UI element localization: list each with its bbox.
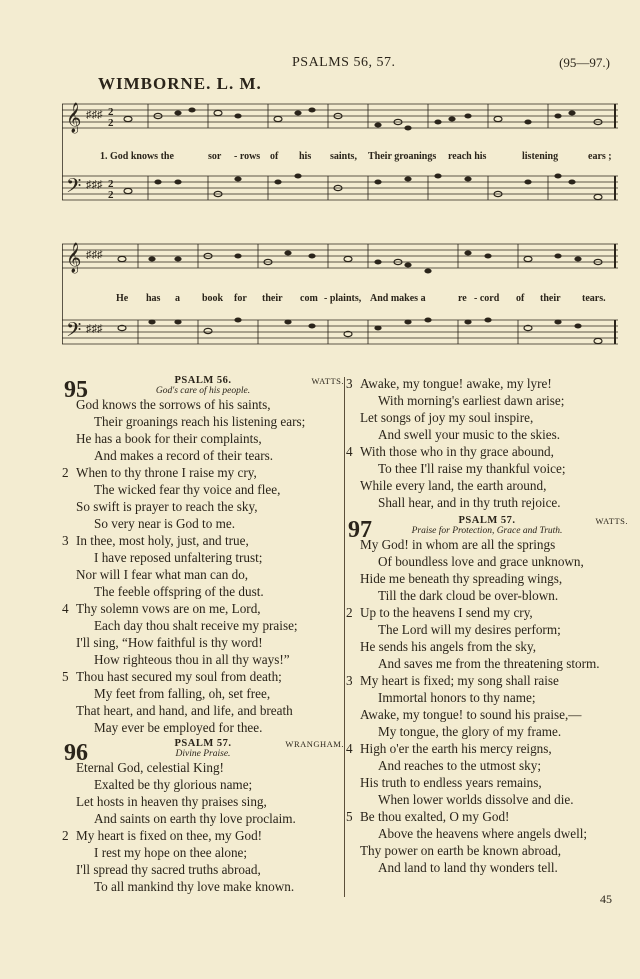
verse-text: And makes a record of their tears. bbox=[94, 448, 274, 463]
verse-number: 2 bbox=[62, 828, 69, 843]
verse-line bbox=[62, 532, 344, 549]
verse-line bbox=[346, 791, 628, 808]
verse-text: Above the heavens where angels dwell; bbox=[378, 826, 588, 841]
verse-line bbox=[346, 638, 628, 655]
verse-line bbox=[62, 776, 344, 793]
lyric-syllable: of bbox=[516, 293, 525, 304]
verse-text: The feeble offspring of the dust. bbox=[94, 584, 264, 599]
verse-text: Up to the heavens I send my cry, bbox=[360, 605, 533, 620]
verse-text: Be thou exalted, O my God! bbox=[360, 809, 510, 824]
psalm-author: WRANGHAM. bbox=[285, 739, 344, 749]
stanza bbox=[346, 443, 628, 511]
verse-text: Nor will I fear what man can do, bbox=[76, 567, 249, 582]
verse-text: To all mankind thy love make known. bbox=[94, 879, 295, 894]
verse-text: Thou hast secured my soul from death; bbox=[76, 669, 282, 684]
verse-text: His truth to endless years remains, bbox=[360, 775, 542, 790]
verse-text: He has a book for their complaints, bbox=[76, 431, 262, 446]
verse-text: Hide me beneath thy spreading wings, bbox=[360, 571, 563, 586]
lyric-syllable: his bbox=[299, 151, 312, 162]
svg-text:2: 2 bbox=[108, 178, 114, 190]
verse-line bbox=[62, 702, 344, 719]
verse-text: I'll spread thy sacred truths abroad, bbox=[76, 862, 261, 877]
lyric-syllable: ears ; bbox=[588, 151, 612, 162]
verse-text: In thee, most holy, just, and true, bbox=[76, 533, 249, 548]
verse-line bbox=[62, 498, 344, 515]
svg-text:♯♯♯: ♯♯♯ bbox=[86, 179, 103, 191]
svg-text:♯♯♯: ♯♯♯ bbox=[86, 323, 103, 335]
verse-line bbox=[346, 477, 628, 494]
stanza bbox=[346, 375, 628, 443]
lyric-syllable: listening bbox=[522, 151, 559, 162]
stanza bbox=[62, 600, 344, 668]
verse-text: So very near is God to me. bbox=[94, 516, 236, 531]
svg-text:𝄢: 𝄢 bbox=[66, 174, 82, 202]
verse-text: Till the dark cloud be over-blown. bbox=[378, 588, 559, 603]
psalm-subtitle: Divine Praise. bbox=[175, 749, 231, 759]
verse-text: When to thy throne I raise my cry, bbox=[76, 465, 257, 480]
svg-text:2: 2 bbox=[108, 189, 114, 201]
stanza bbox=[62, 759, 344, 827]
verse-line bbox=[346, 859, 628, 876]
verse-line bbox=[62, 549, 344, 566]
verse-line bbox=[62, 583, 344, 600]
verse-line bbox=[62, 810, 344, 827]
lyric-syllable: their bbox=[540, 293, 561, 304]
verse-text: Exalted be thy glorious name; bbox=[94, 777, 253, 792]
verse-line bbox=[346, 842, 628, 859]
verse-text: With morning's earliest dawn arise; bbox=[378, 393, 565, 408]
stanza bbox=[62, 668, 344, 736]
psalm-author: WATTS. bbox=[311, 376, 344, 386]
verse-text: Shall hear, and in thy truth rejoice. bbox=[378, 495, 561, 510]
verse-line bbox=[346, 621, 628, 638]
verse-line bbox=[346, 825, 628, 842]
verse-line bbox=[62, 668, 344, 685]
lyric-syllable: a bbox=[175, 293, 180, 304]
verse-line bbox=[62, 759, 344, 776]
svg-text:2: 2 bbox=[108, 106, 114, 118]
hymn-number: 95 bbox=[64, 377, 88, 403]
verse-line bbox=[346, 757, 628, 774]
verse-text: Eternal God, celestial King! bbox=[76, 760, 224, 775]
verse-text: Thy solemn vows are on me, Lord, bbox=[76, 601, 261, 616]
stanza bbox=[62, 532, 344, 600]
verse-line bbox=[346, 604, 628, 621]
psalm-title: PSALM 56. bbox=[174, 375, 232, 386]
verse-text: And reaches to the utmost sky; bbox=[378, 758, 541, 773]
psalm-author: WATTS. bbox=[595, 516, 628, 526]
verse-line bbox=[62, 685, 344, 702]
verse-text: That heart, and hand, and life, and breath bbox=[76, 703, 293, 718]
verse-line bbox=[62, 566, 344, 583]
verse-line bbox=[62, 430, 344, 447]
lyric-syllable: re bbox=[458, 293, 467, 304]
verse-text: While every land, the earth around, bbox=[360, 478, 547, 493]
verse-text: The wicked fear thy voice and flee, bbox=[94, 482, 281, 497]
verse-line bbox=[346, 740, 628, 757]
verse-number: 4 bbox=[62, 601, 69, 616]
verse-line bbox=[62, 827, 344, 844]
verse-line bbox=[346, 808, 628, 825]
stanza bbox=[346, 672, 628, 740]
lyric-syllable: tears. bbox=[582, 293, 606, 304]
verse-text: So swift is prayer to reach the sky, bbox=[76, 499, 258, 514]
verse-line bbox=[346, 375, 628, 392]
verse-line bbox=[62, 413, 344, 430]
verse-text: Of boundless love and grace unknown, bbox=[378, 554, 584, 569]
svg-text:♯♯♯: ♯♯♯ bbox=[86, 109, 103, 121]
verse-line bbox=[62, 844, 344, 861]
verse-number: 2 bbox=[346, 605, 353, 620]
hymn-96-continued bbox=[346, 375, 628, 511]
verse-text: Let songs of joy my soul inspire, bbox=[360, 410, 534, 425]
verse-number: 5 bbox=[346, 809, 353, 824]
lyric-syllable: reach his bbox=[448, 151, 487, 162]
verse-line bbox=[62, 617, 344, 634]
verse-line bbox=[346, 392, 628, 409]
hymn-number: 97 bbox=[348, 517, 372, 543]
stanza bbox=[62, 827, 344, 895]
verse-line bbox=[346, 460, 628, 477]
verse-line bbox=[62, 600, 344, 617]
verse-text: My tongue, the glory of my frame. bbox=[378, 724, 562, 739]
svg-text:𝄞: 𝄞 bbox=[66, 243, 82, 273]
verse-text: And saints on earth thy love proclaim. bbox=[94, 811, 296, 826]
psalm-title: PSALM 57. bbox=[458, 515, 516, 526]
lyric-syllable: sor bbox=[208, 151, 222, 162]
lyric-syllable: 1. God knows the bbox=[100, 151, 174, 162]
verse-text: To thee I'll raise my thankful voice; bbox=[378, 461, 566, 476]
verse-text: I'll sing, “How faithful is thy word! bbox=[76, 635, 263, 650]
verse-line bbox=[346, 723, 628, 740]
verse-line bbox=[62, 793, 344, 810]
hymn-96 bbox=[62, 738, 344, 895]
verse-line bbox=[346, 672, 628, 689]
stanza bbox=[62, 396, 344, 464]
stanzas bbox=[62, 759, 344, 895]
verse-text: My heart is fixed; my song shall raise bbox=[360, 673, 559, 688]
column-divider bbox=[344, 377, 345, 897]
verse-line bbox=[346, 706, 628, 723]
verse-line bbox=[346, 774, 628, 791]
hymn-number: 96 bbox=[64, 740, 88, 766]
verse-number: 3 bbox=[346, 673, 353, 688]
verse-line bbox=[346, 689, 628, 706]
psalm-subtitle: God's care of his people. bbox=[155, 386, 251, 396]
lyric-syllable: their bbox=[262, 293, 283, 304]
verse-text: Thy power on earth be known abroad, bbox=[360, 843, 562, 858]
running-header: PSALMS 56, 57. bbox=[292, 55, 396, 70]
verse-text: My feet from falling, oh, set free, bbox=[94, 686, 271, 701]
verse-line bbox=[346, 494, 628, 511]
verse-line bbox=[62, 481, 344, 498]
verse-line bbox=[62, 651, 344, 668]
verse-line bbox=[62, 464, 344, 481]
verse-text: How righteous thou in all thy ways!” bbox=[94, 652, 290, 667]
verse-text: Awake, my tongue! awake, my lyre! bbox=[360, 376, 552, 391]
verse-text: High o'er the earth his mercy reigns, bbox=[360, 741, 552, 756]
stanza bbox=[346, 808, 628, 876]
music-system-1 bbox=[62, 96, 618, 226]
svg-text:𝄢: 𝄢 bbox=[66, 318, 82, 346]
lyric-syllable: - rows bbox=[234, 151, 261, 162]
verse-text: The Lord will my desires perform; bbox=[378, 622, 561, 637]
svg-text:𝄞: 𝄞 bbox=[66, 103, 82, 133]
verse-line bbox=[62, 878, 344, 895]
stanzas bbox=[346, 536, 628, 876]
hymn-97 bbox=[346, 515, 628, 876]
verse-text: My God! in whom are all the springs bbox=[360, 537, 556, 552]
lyric-syllable: - cord bbox=[474, 293, 500, 304]
verse-line bbox=[346, 655, 628, 672]
stanza bbox=[346, 536, 628, 604]
lyric-syllable: And makes a bbox=[370, 293, 426, 304]
verse-line bbox=[346, 536, 628, 553]
verse-text: When lower worlds dissolve and die. bbox=[378, 792, 574, 807]
lyric-syllable: of bbox=[270, 151, 279, 162]
psalm-subtitle: Praise for Protection, Grace and Truth. bbox=[411, 526, 563, 536]
lyric-syllable: - plaints, bbox=[324, 293, 362, 304]
stanza bbox=[346, 604, 628, 672]
music-system-2 bbox=[62, 236, 618, 370]
verse-number: 4 bbox=[346, 741, 353, 756]
verse-text: I have reposed unfaltering trust; bbox=[94, 550, 263, 565]
verse-number: 3 bbox=[62, 533, 69, 548]
lyric-syllable: for bbox=[234, 293, 247, 304]
right-column bbox=[346, 375, 628, 876]
lyric-syllable: Their groanings bbox=[368, 151, 437, 162]
verse-text: Let hosts in heaven thy praises sing, bbox=[76, 794, 267, 809]
stanza bbox=[62, 464, 344, 532]
lyric-syllable: He bbox=[116, 293, 129, 304]
left-column bbox=[62, 375, 344, 895]
verse-line bbox=[62, 396, 344, 413]
svg-text:♯♯♯: ♯♯♯ bbox=[86, 249, 103, 261]
verse-text: My heart is fixed on thee, my God! bbox=[76, 828, 263, 843]
hymn-95 bbox=[62, 375, 344, 736]
stanzas bbox=[62, 396, 344, 736]
verse-line bbox=[62, 634, 344, 651]
verse-line bbox=[62, 719, 344, 736]
svg-text:2: 2 bbox=[108, 117, 114, 129]
verse-number: 5 bbox=[62, 669, 69, 684]
verse-number: 4 bbox=[346, 444, 353, 459]
verse-text: God knows the sorrows of his saints, bbox=[76, 397, 271, 412]
verse-text: Their groanings reach his listening ears; bbox=[94, 414, 306, 429]
lyric-syllable: com bbox=[300, 293, 318, 304]
verse-line bbox=[62, 861, 344, 878]
verse-line bbox=[346, 570, 628, 587]
verse-text: Awake, my tongue! to sound his praise,— bbox=[360, 707, 582, 722]
hymn-range: (95—97.) bbox=[559, 55, 610, 70]
verse-line bbox=[346, 443, 628, 460]
verse-text: With those who in thy grace abound, bbox=[360, 444, 554, 459]
verse-line bbox=[346, 409, 628, 426]
lyric-syllable: saints, bbox=[330, 151, 357, 162]
stanzas bbox=[346, 375, 628, 511]
verse-text: I rest my hope on thee alone; bbox=[94, 845, 248, 860]
lyric-syllable: book bbox=[202, 293, 224, 304]
verse-text: And land to land thy wonders tell. bbox=[378, 860, 558, 875]
lyric-syllable: has bbox=[146, 293, 161, 304]
verse-text: Immortal honors to thy name; bbox=[378, 690, 536, 705]
verse-line bbox=[62, 515, 344, 532]
verse-number: 2 bbox=[62, 465, 69, 480]
verse-line bbox=[346, 426, 628, 443]
stanza bbox=[346, 740, 628, 808]
psalm-title: PSALM 57. bbox=[174, 738, 232, 749]
verse-text: And swell your music to the skies. bbox=[378, 427, 561, 442]
page-number: 45 bbox=[600, 892, 612, 906]
verse-line bbox=[346, 553, 628, 570]
tune-name: WIMBORNE. L. M. bbox=[98, 74, 262, 93]
verse-line bbox=[346, 587, 628, 604]
verse-text: He sends his angels from the sky, bbox=[360, 639, 537, 654]
verse-text: Each day thou shalt receive my praise; bbox=[94, 618, 298, 633]
verse-text: And saves me from the threatening storm. bbox=[378, 656, 600, 671]
verse-text: May ever be employed for thee. bbox=[94, 720, 263, 735]
verse-number: 3 bbox=[346, 376, 353, 391]
verse-line bbox=[62, 447, 344, 464]
